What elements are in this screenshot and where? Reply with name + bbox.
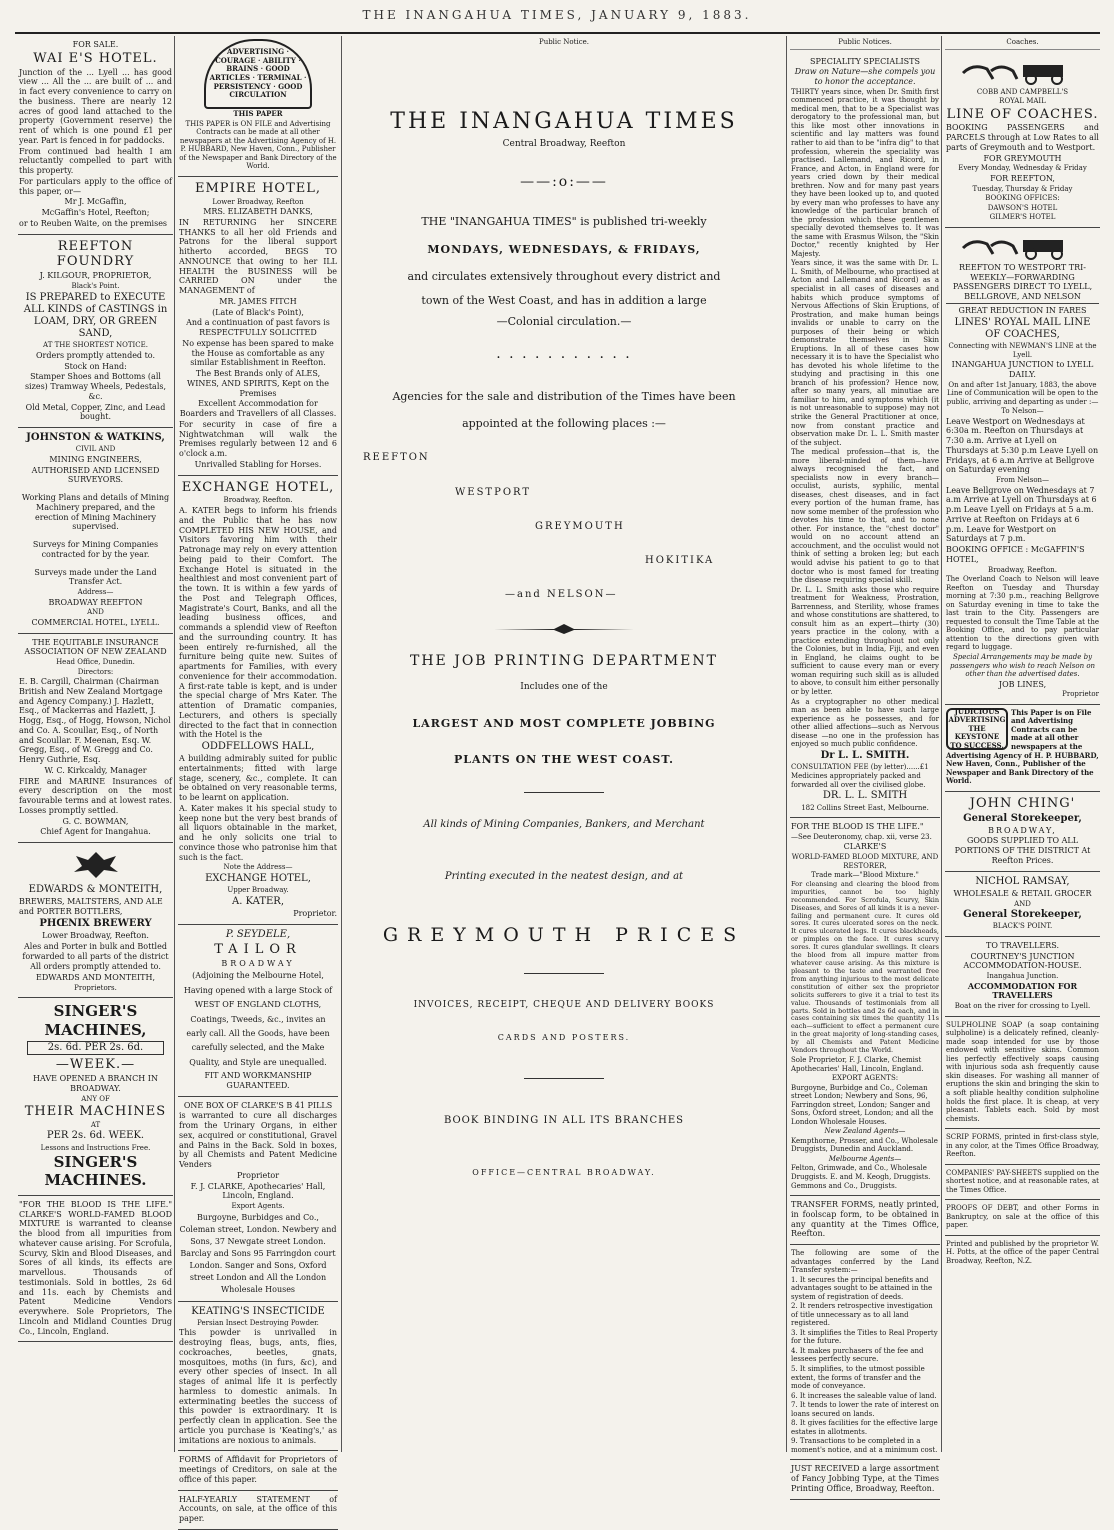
- foundry-proprietor: J. KILGOUR, PROPRIETOR,: [39, 271, 152, 281]
- column-heading: Public Notices.: [790, 38, 940, 50]
- smith-name: Dr L. L. SMITH.: [820, 749, 910, 761]
- em-body: BREWERS, MALTSTERS, AND ALE and PORTER BOTTLERS,: [19, 897, 163, 917]
- blood-body-2: For cleansing and clearing the blood from impurities, cannot be too highly recommended. For Scrofula, Scurvy, Skin Diseases, and Sores of all kinds it is a never-failing and permanent cure. It cures old sores. It cures ulcerated sores on the neck. It cures ulcerated legs. It cures blackheads, or pimples on the face. It cures scurvy sores. It cures glandular swellings. It clears the blood from all impure matter from whatever cause arising. As this mixture is pleasant to the taste and warranted free from anything injurious to the most delicate constitution of either sex the proprietor solicits sufferers to give it a trial to test its value. Thousands of testimonials from all parts. Sold in bottles and 2s 6d each, and in cases containing six times the quantity 11s each—sufficient to effect a permanent cure in the great majority of long-standing cases, by all Chemists and Patent Medicine Vendors throughout the World.: [791, 879, 939, 1055]
- empire-brands: The Best Brands only of ALES, WINES, AND SPIRITS, Kept on the Premises: [186, 369, 330, 398]
- blood-title: FOR THE BLOOD IS THE LIFE.": [791, 822, 924, 832]
- printing-line: Printing executed in the neatest design, and at: [444, 871, 684, 883]
- singer-their: THEIR MACHINES: [24, 1104, 167, 1120]
- nz-heading: New Zealand Agents—: [824, 1127, 906, 1136]
- trademark: Trade mark—"Blood Mixture.": [811, 871, 919, 880]
- ching-ad: [945, 792, 1100, 872]
- export-heading: EXPORT AGENTS:: [831, 1074, 899, 1083]
- smith-fee-2: Medicines appropriately packed and forwarded all over the civilised globe.: [791, 772, 926, 789]
- spec-motto: Draw on Nature—she compels you to honor the acceptance.: [794, 67, 936, 87]
- singer-title-2: SINGER'S MACHINES.: [44, 1153, 147, 1190]
- line-of-coaches: LINE OF COACHES.: [946, 106, 1099, 122]
- blood-mixture-ad: [18, 1196, 173, 1343]
- imprint: [945, 1236, 1100, 1271]
- tailor-fit: FIT AND WORKMANSHIP GUARANTEED.: [204, 1071, 312, 1090]
- exchange-body: A. KATER begs to inform his friends and the Public that he has now COMPLETED HIS NEW HOUSE, and Visitors favoring him with their Patronage may rely on every attention being paid to their Comfort. The Exchange Hotel is situated in the healthiest and most convenient part of the town. It is within a few yards of the Post and Telegraph Offices, Magistrate's Court, Banks, and all the leading business offices, and commands a splendid view of Reefton and the surrounding country. It has been entirely re-furnished, all the furniture being quite new. Suites of apartments for Families, with every convenience for their accommodation. A first-rate table is kept, and is under the special charge of Mrs Kater. The attention of Dramatic companies, Lecturers, and others is specially directed to the fact that in connection with the Hotel is the: [179, 506, 337, 740]
- advantage-item: 8. It gives facilities for the effective large estates in allotments.: [791, 1419, 938, 1436]
- singer-at: AT: [90, 1120, 101, 1129]
- ching-sub: General Storekeeper,: [963, 812, 1082, 824]
- hubbard-seal-ad: [178, 36, 338, 177]
- stagecoach-icon: [953, 234, 1093, 260]
- exchange-upper: Upper Broadway.: [227, 886, 289, 895]
- jw-civil: CIVIL AND: [75, 445, 116, 454]
- timetable-2: Leave Bellgrove on Wednesdays at 7 a.m Arrive at Lyell on Thursdays at 6 p.m Leave Lyell on Fridays at 5 a.m. Arrive at Reefton on Fridays at 6 p.m. Leave for Westport on Saturdays at 7 p.m.: [946, 485, 1097, 544]
- singer-title: SINGER'S MACHINES,: [44, 1002, 147, 1039]
- tailor-body: (Adjoining the Melbourne Hotel, Having opened with a large Stock of WEST OF ENGLAND CLOTHS, Coatings, Tweeds, &c., invites an early call. All the Goods, have been carefully selected, and the Make Quality, and Style are unequalled.: [183, 971, 333, 1067]
- boat: Boat on the river for crossing to Lyell.: [954, 1002, 1091, 1011]
- advantage-item: 1. It secures the principal benefits and advantages sought to be attained in the system of registration of deeds.: [791, 1275, 933, 1301]
- divider: [524, 1078, 604, 1079]
- clarkes-title: WORLD-FAMED BLOOD MIXTURE, AND RESTORER,: [791, 853, 939, 870]
- jw-surveys: Surveys for Mining Companies contracted for by the year.: [32, 540, 159, 559]
- exchange-address: Broadway, Reefton.: [223, 496, 293, 505]
- jw-address-heading: Address—: [77, 588, 114, 597]
- jw-authorised: AUTHORISED AND LICENSED SURVEYORS.: [31, 465, 160, 485]
- reefton-days: Tuesday, Thursday & Friday: [972, 184, 1073, 193]
- special-text: Special Arrangements may be made by passengers who wish to reach Nelson on other than the advertised dates.: [949, 653, 1096, 679]
- advantage-item: 4. It makes purchasers of the fee and lessees perfectly secure.: [791, 1346, 924, 1364]
- masthead: THE INANGAHUA TIMES, JANUARY 9, 1883.: [362, 8, 752, 22]
- blood-mixture-ad-2: [790, 818, 940, 1196]
- invoices-line: INVOICES, RECEIPT, CHEQUE AND DELIVERY BOOKS: [413, 999, 715, 1010]
- circulates-1: and circulates extensively throughout every district and: [407, 270, 721, 284]
- nz-body: Kempthorne, Prosser, and Co., Wholesale Druggists, Dunedin and Auckland.: [791, 1136, 938, 1154]
- blood-proprietor: Sole Proprietor, F. J. Clarke, Chemist Apothecaries' Hall, Lincoln, England.: [791, 1056, 924, 1073]
- melb-heading: Melbourne Agents—: [828, 1154, 902, 1163]
- scrip-text: SCRIP FORMS, printed in first-class style, in any color, at the Times Office Broadway, Reefton.: [946, 1133, 1099, 1159]
- type-ad: [790, 1460, 940, 1499]
- clarkes: CLARKE'S: [843, 842, 887, 852]
- foundry-ad: [18, 235, 173, 429]
- stamp-text: This Paper is on File and Advertising Contracts can be made at all other newspapers at the Advertising Agency of H. P. HUBBARD, New Haven, Conn., Publisher of the Newspaper and Bank Directory of the World.: [946, 707, 1099, 786]
- eq-title: THE EQUITABLE INSURANCE ASSOCIATION OF NEW ZEALAND: [24, 637, 167, 657]
- travellers: TO TRAVELLERS.: [985, 940, 1060, 950]
- keating-sub: Persian Insect Destroying Powder.: [197, 1318, 319, 1327]
- eq-fire: FIRE and MARINE Insurances of every description on the most favourable terms and at lowest rates. Losses promptly settled.: [19, 776, 172, 815]
- column-divider: [174, 36, 175, 1452]
- hotel-agent: Mr J. McGaffin,: [64, 197, 127, 207]
- empire-continuation: And a continuation of past favors is RESPECTFULLY SOLICITED: [186, 318, 330, 338]
- paysheets-ad: [945, 1165, 1100, 1201]
- tailor-ad: [178, 925, 338, 1097]
- pills-body: is warranted to cure all discharges from the Urinary Organs, in either sex, acquired or constitutional, Gravel and Pains in the Back. Sold in boxes, by all Chemists and Patent Medicine Venders: [179, 1111, 337, 1170]
- hotel-sale-ad: [18, 36, 173, 235]
- seal-words: ADVERTISING · COURAGE · ABILITY · BRAINS · GOOD ARTICLES · TERMINAL · PERSISTENCY · GOOD CIRCULATION: [209, 47, 307, 100]
- for-greymouth: FOR GREYMOUTH: [983, 153, 1062, 163]
- ching-address: BROADWAY,: [988, 825, 1057, 835]
- exchange-hall-body: A building admirably suited for public entertainments; fitted with large stage, scenery, &c., complete. It can be obtained on very reasonable terms, to be learnt on application.: [179, 754, 337, 803]
- accommodation: ACCOMMODATION FOR TRAVELLERS: [967, 980, 1078, 1001]
- booking-offices-heading: BOOKING OFFICES:: [985, 194, 1060, 203]
- proofs-ad: [945, 1200, 1100, 1236]
- seal-heading: THIS PAPER: [233, 109, 283, 118]
- booking-office-1: DAWSON'S HOTEL: [987, 203, 1058, 212]
- ornament-divider-icon: [494, 623, 634, 635]
- hotel-particulars: For particulars apply to the office of this paper, or—: [19, 176, 172, 196]
- em-proprietors: Proprietors.: [74, 983, 117, 992]
- courtney-address: Inangahua Junction.: [986, 972, 1059, 981]
- job-lines-proprietor: Proprietor: [1062, 690, 1099, 699]
- empire-hotel-ad: [178, 177, 338, 476]
- pills-agents: Burgoyne, Burbidges and Co., Coleman street, London. Newbery and Sons, 37 Newgate street London. Barclay and Sons 95 Farringdon court London. Sanger and Sons, Oxford street London and All the London Wholesale Houses: [179, 1212, 337, 1294]
- eq-office: Head Office, Dunedin.: [56, 658, 135, 667]
- eq-directors: Directors:: [77, 667, 114, 676]
- transfer-forms-ad: [790, 1196, 940, 1245]
- westport-line: REEFTON TO WESTPORT TRI-WEEKLY—FORWARDING PASSENGERS DIRECT TO LYELL, BELLGROVE, AND NELSON: [952, 262, 1093, 302]
- overland-text: The Overland Coach to Nelson will leave Reefton on Tuesday and Thursday morning at 7:30 p.m., reaching Bellgrove on Saturday evening in time to take the last train to the City. Passengers are requested to consult the Time Table at the Booking Office, and to pay particular attention to the directions given with regard to luggage.: [946, 575, 1099, 652]
- hotel-reason: From continued bad health I am reluctantly compelled to part with this property.: [19, 146, 172, 176]
- place-reefton: REEFTON: [363, 452, 430, 464]
- includes-line: Includes one of the: [520, 682, 608, 693]
- keating-body: This powder is unrivalled in destroying fleas, bugs, ants, flies, cockroaches, beetles, gnats, mosquitoes, moths (in furs, &c), and every other species of insect. In all stages of animal life it is perfectly harmless to domestic animals. In exterminating beetles the success of this powder is extraordinary. It is perfectly clean in application. See the article you purchase is 'Keating's,' as imitations are noxious to animals.: [179, 1328, 337, 1445]
- column-5: [945, 36, 1100, 1452]
- foundry-address: Black's Point.: [71, 282, 120, 291]
- place-greymouth: GREYMOUTH: [535, 520, 625, 532]
- timetable-1: Leave Westport on Wednesdays at 6:30a m. Reefton on Thursdays at 7:30 a.m. Arrive at Lyell on Thursdays at 5:30 p.m Leave Lyell on Fridays, at 6 a.m Arrive at Bellgrove on Saturday evening: [946, 416, 1099, 475]
- masthead-rule: [15, 32, 1100, 34]
- junction: INANGAHUA JUNCTION to LYELL DAILY.: [951, 360, 1094, 379]
- jw-address-1: BROADWAY REEFTON: [48, 597, 143, 607]
- greymouth-days: Every Monday, Wednesday & Friday: [958, 164, 1087, 173]
- empire-fire: For security in case of fire a Nightwatchman will walk the Premises regularly between 12 and 6 o'clock a.m.: [179, 419, 337, 459]
- circulates-3: —Colonial circulation.—: [496, 315, 632, 329]
- em-brewery: PHŒNIX BREWERY: [39, 917, 152, 929]
- tailor-address: BROADWAY: [221, 958, 295, 968]
- booking-office-addr: Broadway, Reefton.: [988, 565, 1057, 574]
- forms-ad: [178, 1451, 338, 1490]
- em-address: Lower Broadway, Reefton.: [42, 931, 149, 941]
- exchange-note: Note the Address—: [223, 863, 293, 872]
- advantage-item: 3. It simplifies the Titles to Real Property for the future.: [791, 1328, 938, 1346]
- em-orders: All orders promptly attended to.: [30, 962, 161, 972]
- to-nelson: To Nelson—: [1001, 407, 1044, 416]
- for-reefton: FOR REEFTON,: [990, 173, 1055, 183]
- exchange-proprietor: Proprietor.: [293, 908, 337, 918]
- empire-accommodation: Excellent Accommodation for Boarders and Travellers of all Classes.: [179, 399, 337, 419]
- paper-address: Central Broadway, Reefton: [502, 139, 626, 150]
- empire-title: EMPIRE HOTEL,: [194, 180, 321, 196]
- type-text: JUST RECEIVED a large assortment of Fancy Jobbing Type, at the Times Printing Office, Broadway, Reefton.: [791, 1464, 939, 1493]
- dotted-ornament: · · · · · · · · · · ·: [496, 350, 632, 367]
- empire-stabling: Unrivalled Stabling for Horses.: [194, 459, 322, 469]
- jw-title: JOHNSTON & WATKINS,: [26, 432, 165, 444]
- singer-any: ANY OF: [81, 1094, 110, 1103]
- plants-line: PLANTS ON THE WEST COAST.: [454, 752, 674, 766]
- spec-body-4: Dr. L. L. Smith asks those who require treatment for Weakness, Prostration, Barrenness, and Sterility, whose frames and whose constitutions are shattered, to consult him as an expert—thirty (30) years practice in the colony, with a practice extending throughout not only the Colonies, but in India, Fiji, and even in England, he claims ought to be sufficient to cause every man or every woman requiring such skill as is alluded to above, to consult him either personally or by letter.: [791, 585, 939, 696]
- cobb-coaches-ad: [945, 53, 1100, 228]
- after-text: On and after 1st January, 1883, the above Line of Communication will be open to the public, arriving and departing as under :—: [946, 380, 1099, 406]
- greymouth-prices: GREYMOUTH PRICES: [382, 923, 746, 946]
- tailor-name: P. SEYDELE,: [225, 928, 291, 940]
- spec-body-2: Years since, it was the same with Dr. L. L. Smith, of Melbourne, who practised at Acton and Lallemand and Ricord) as a specialist in all cases of diseases and habits which produce symptoms of Nervous Affections of Skin Eruptions, of Prostration, and make human beings invalids or unable to carry on the purposes of their being or which demonstrate themselves in Skin Eruptions. In all of these cases how necessary it is to have the Specialist who has devoted his whole lifetime to the studying and practising in this one branch of his profession? Hence now, after so many years, all minutiae are familiar to him, and symptoms which (it is not unreasonable to suppose) may not strike the General Practitioner at once, now from constant practice and observation make Dr. L. L. Smith master of the subject.: [791, 259, 939, 447]
- spec-body: THIRTY years since, when Dr. Smith first commenced practice, it was thought by medical men, that to be a Specialist was derogatory to the professional man, but this like most other innovations in scientific and lay matters was found rather to aid than to be "infra dig" to that profession, wherein the speciality was practised. Lallemand, and Ricord, in France, and Acton, in England were for years cried down by their medical brethren. Now and for many past years they have been looked up to, and quoted by every man who professes to have any knowledge of the particular branch of the profession which these gentlemen specially devoted themselves to. It was the same with Erasmus Wilson, the "Skin Doctor," recently knighted by Her Majesty.: [791, 87, 939, 258]
- job-printing-title: THE JOB PRINTING DEPARTMENT: [409, 653, 718, 670]
- from-nelson: From Nelson—: [995, 476, 1050, 485]
- advantage-item: 7. It tends to lower the rate of interest on loans secured on lands.: [791, 1401, 939, 1418]
- smith-fee: CONSULTATION FEE (by letter)......£1: [791, 762, 929, 771]
- place-westport: WESTPORT: [455, 486, 532, 498]
- hotel-agent-hotel: McGaffin's Hotel, Reefton;: [41, 208, 150, 218]
- insurance-ad: [18, 634, 173, 844]
- hotel-agent-2: or to Reuben Waite, on the premises: [19, 218, 168, 228]
- courtney-title: COURTNEY'S JUNCTION ACCOMMODATION-HOUSE.: [963, 951, 1082, 971]
- paper-title: THE INANGAHUA TIMES: [390, 108, 738, 134]
- paysheets-text: COMPANIES' PAY-SHEETS supplied on the shortest notice, and at reasonable rates, at the Times Office.: [946, 1168, 1099, 1194]
- ching-body: GOODS SUPPLIED TO ALL PORTIONS OF THE DISTRICT At Reefton Prices.: [954, 836, 1091, 865]
- eq-agent: G. C. BOWMAN,: [62, 816, 129, 826]
- proofs-text: PROOFS OF DEBT, and other Forms in Bankruptcy, on sale at the office of this paper.: [946, 1204, 1099, 1230]
- column-heading: Coaches.: [945, 38, 1100, 50]
- singer-week: —WEEK.—: [55, 1057, 136, 1073]
- engineers-ad: [18, 428, 173, 634]
- singer-branch: HAVE OPENED A BRANCH IN BROADWAY.: [33, 1074, 158, 1093]
- for-sale-heading: FOR SALE.: [72, 40, 119, 49]
- keystone-ad: [945, 705, 1100, 792]
- forms-text: FORMS of Affidavit for Proprietors of meetings of Creditors, on sale at the office of this paper.: [179, 1455, 337, 1484]
- divider: [524, 792, 604, 793]
- keating-ad: [178, 1302, 338, 1452]
- largest-line: LARGEST AND MOST COMPLETE JOBBING: [412, 717, 716, 731]
- singer-ad: [18, 998, 173, 1195]
- advertising-seal: [204, 39, 312, 109]
- royal-mail: ROYAL MAIL: [999, 97, 1046, 106]
- spec-body-3: The medical profession—that is, the more liberal-minded of them—have always recognised the fact, and specialists now in every branch—occulist, aurists, syphilic, mental diseases, chest diseases, and in fact every portion of the human frame, has now some member of the profession who devotes his time to that, and to none other. For instance, the "chest doctor" would on no account attend an accouchment, and the occulist would not think of setting a broken leg; but each would advise his patient to go to that doctor who is most famed for treating the disease requiring special skill.: [791, 448, 939, 585]
- ramsay-general: General Storekeeper,: [963, 909, 1082, 921]
- exchange-hotel-ad: [178, 476, 338, 925]
- ramsay-and: AND: [1014, 899, 1031, 908]
- lines-royal-mail: LINES' ROYAL MAIL LINE OF COACHES,: [954, 316, 1091, 340]
- foundry-title: REEFTON FOUNDRY: [56, 238, 135, 270]
- eq-body: E. B. Cargill, Chairman (Chairman British and New Zealand Mortgage and Agency Company.) J. Hazlett, Esq., of Mackerras and Hazlett, J. Hogg, Esq., of Hogg, Howson, Nichol and Co. A. Scoullar, Esq., of North and Scoullar. F. Meenan, Esq. W. Gregg, Esq., of W. Gregg and Co. Henry Guthrie, Esq.: [19, 677, 171, 765]
- pills-ad: [178, 1097, 338, 1302]
- pills-proprietor: Proprietor: [236, 1170, 280, 1180]
- smith-name-2: DR. L. L. SMITH: [822, 790, 908, 802]
- all-kinds-line: All kinds of Mining Companies, Bankers, and Merchant: [423, 819, 705, 831]
- column-divider: [786, 36, 787, 1452]
- foundry-stock-heading: Stock on Hand:: [64, 361, 127, 371]
- column-divider: [341, 36, 342, 1452]
- column-2: [178, 36, 338, 1524]
- jw-mining: MINING ENGINEERS,: [49, 454, 142, 464]
- melb-body: Felton, Grimwade, and Co., Wholesale Druggists. E. and M. Keogh, Druggists. Gemmons and Co., Druggists.: [791, 1164, 931, 1190]
- export-body: Burgoyne, Burbidge and Co., Coleman street London; Newbery and Sons, 96, Farringdon street, London; Sanger and Sons, Oxford street, London; and all the London Wholesale Houses.: [791, 1083, 934, 1126]
- place-nelson: —and NELSON—: [505, 589, 618, 601]
- column-3: [345, 36, 783, 1452]
- soap-ad: [945, 1017, 1100, 1129]
- empire-body: IN RETURNING her SINCERE THANKS to all her old Friends and Patrons for the liberal support hitherto accorded, BEGS TO ANNOUNCE that owing to her ILL HEALTH the BUSINESS will be CARRIED ON under the MANAGEMENT of: [179, 217, 337, 296]
- foundry-stock: Stamper Shoes and Bottoms (all sizes) Tramway Wheels, Pedestals, &c.: [24, 372, 167, 401]
- connecting: Connecting with NEWMAN'S LINE at the Lyell.: [948, 341, 1097, 359]
- blood-body: "FOR THE BLOOD IS THE LIFE." CLARKE'S WORLD-FAMED BLOOD MIXTURE is warranted to cleanse the blood from all impurities from whatever cause arising. For Scrofula, Scurvy, Skin and Blood Diseases, and Sores of all kinds, its effects are marvellous. Thousands of testimonials. Sold in bottles, 2s 6d and 11s. each by Chemists and Patent Medicine Vendors everywhere. Sole Proprietors, The Lincoln and Midland Counties Drug Co., Lincoln, England.: [19, 1199, 172, 1336]
- printed-text: Printed and published by the proprietor W. H. Potts, at the office of the paper Central Broadway, Reefton, N.Z.: [946, 1239, 1099, 1265]
- specialist-ad: [790, 53, 940, 819]
- column-1: [18, 36, 173, 1452]
- exchange-title-2: EXCHANGE HOTEL,: [205, 872, 311, 884]
- advantage-item: 6. It increases the saleable value of land.: [791, 1391, 937, 1400]
- days-line: MONDAYS, WEDNESDAYS, & FRIDAYS,: [427, 242, 701, 256]
- jw-address-2: COMMERCIAL HOTEL, LYELL.: [31, 617, 160, 627]
- smith-address: 182 Collins Street East, Melbourne.: [801, 803, 929, 812]
- tailor-title: TAILOR: [214, 941, 302, 957]
- jw-plans: Working Plans and details of Mining Machinery prepared, and the erection of Mining Machinery supervised.: [21, 493, 170, 532]
- pills-export: Export Agents.: [231, 1202, 285, 1211]
- reduction: GREAT REDUCTION IN FARES: [946, 303, 1099, 316]
- empire-late: (Late of Black's Point),: [212, 307, 304, 317]
- place-hokitika: HOKITIKA: [645, 554, 715, 566]
- column-divider: [941, 36, 942, 1452]
- booking-office-2: GILMER'S HOTEL: [989, 213, 1056, 222]
- empire-address: Lower Broadway, Reefton: [212, 197, 304, 206]
- ornament-divider: ——:o:——: [520, 174, 608, 191]
- jw-and: AND: [87, 608, 104, 617]
- agencies-2: appointed at the following places :—: [462, 416, 666, 430]
- singer-lessons: Lessons and Instructions Free.: [40, 1143, 151, 1152]
- spec-title: SPECIALITY SPECIALISTS: [810, 56, 920, 66]
- advantage-item: 5. It simplifies, to the utmost possible extent, the forms of transfer and the mode of conveyance.: [791, 1364, 925, 1391]
- exchange-hall: ODDFELLOWS HALL,: [201, 741, 315, 752]
- jw-land: Surveys made under the Land Transfer Act.: [34, 567, 157, 587]
- empire-owner: MRS. ELIZABETH DANKS,: [203, 207, 313, 217]
- em-sign: EDWARDS AND MONTEITH,: [36, 973, 155, 983]
- advantage-item: 2. It renders retrospective investigation of title unnecessary as to all land registered.: [791, 1302, 933, 1328]
- soap-text: SULPHOLINE SOAP (a soap containing sulpholine) is a delicately refined, cleanly-made soap intended for use by those endowed with sensitive skins. Common lies perfectly effectively soaps causing with injurious soda ash frequently cause skin diseases. For washing all manner of eruptions the skin and bringing the skin to a soft pliable healthy condition sulpholine holds the first place. It is cheap, at very pleasant. Tablets each. Sold by most chemists.: [946, 1020, 1099, 1123]
- singer-price: 2s. 6d. PER 2s. 6d.: [27, 1041, 164, 1055]
- cobb-name: COBB AND CAMPBELL'S: [976, 87, 1069, 96]
- foundry-orders: Orders promptly attended to.: [35, 350, 156, 360]
- published-line: THE "INANGAHUA TIMES" is published tri-weekly: [421, 215, 707, 229]
- half-yearly-ad: [178, 1491, 338, 1530]
- circulates-2: town of the West Coast, and has in addition a large: [421, 293, 707, 307]
- brewery-ad: [18, 843, 173, 998]
- blood-ref: —See Deuteronomy, chap. xii, verse 23.: [791, 832, 932, 841]
- ramsay-ad: [945, 872, 1100, 937]
- keating-title: KEATING'S INSECTICIDE: [191, 1305, 325, 1317]
- exchange-study: A. Kater makes it his special study to keep none but the very best brands of all liquors obtainable in the market, and he only solicits one trial to convince those who patronise him that such is the fact.: [179, 803, 337, 862]
- spec-body-5: As a cryptographer no other medical man as been able to have such large experience as he possesses, and for other allied affections—such as Nervous disease —no one in the profession has enjoyed so much public confidence.: [791, 697, 939, 749]
- pills-clarke: F. J. CLARKE, Apothecaries' Hall, Lincoln, England.: [190, 1181, 326, 1201]
- cards-line: CARDS AND POSTERS.: [497, 1032, 631, 1042]
- advantage-item: 9. Transactions to be completed in a moment's notice, and at a minimum cost.: [791, 1437, 938, 1454]
- column-heading: Public Notice.: [538, 38, 589, 46]
- job-lines: JOB LINES,: [998, 679, 1047, 689]
- booking-text: BOOKING PASSENGERS and PARCELS through at Low Rates to all parts of Greymouth and to Westport.: [946, 123, 1099, 152]
- scrip-ad: [945, 1129, 1100, 1165]
- booking-office: BOOKING OFFICE : McGAFFIN'S HOTEL,: [946, 545, 1085, 564]
- em-ales: Ales and Porter in bulk and Bottled forwarded to all parts of the district: [22, 941, 169, 961]
- advantages-heading: The following are some of the advantages conferred by the Land Transfer system:—: [791, 1249, 939, 1275]
- column-4: [790, 36, 940, 1493]
- hotel-name: WAI E'S HOTEL.: [33, 50, 158, 66]
- eq-agent-title: Chief Agent for Inangahua.: [40, 827, 151, 837]
- empire-manager: MR. JAMES FITCH: [219, 296, 297, 306]
- ching-name: JOHN CHING': [969, 795, 1076, 811]
- land-transfer-ad: [790, 1245, 940, 1460]
- lines-coaches-ad: [945, 228, 1100, 705]
- divider: [524, 973, 604, 974]
- stagecoach-icon: [953, 59, 1093, 85]
- keystone-stamp: [946, 708, 1008, 750]
- coat-of-arms-icon: [66, 848, 126, 882]
- courtney-ad: [945, 937, 1100, 1017]
- seal-text: THIS PAPER is ON FILE and Advertising Contracts can be made at all other newspapers at the Advertising Agency of H. P. HUBBARD, New Haven, Conn., Publisher of the Newspaper and Bank Directory of the World.: [179, 119, 337, 171]
- foundry-body: IS PREPARED to EXECUTE ALL KINDS of CASTINGS in LOAM, DRY, OR GREEN SAND,: [23, 291, 168, 340]
- pills-title: ONE BOX OF CLARKE'S B 41 PILLS: [183, 1100, 333, 1110]
- ramsay-name: NICHOL RAMSAY,: [975, 875, 1070, 887]
- em-title: EDWARDS & MONTEITH,: [28, 884, 163, 896]
- agencies-1: Agencies for the sale and distribution of the Times have been: [392, 389, 736, 403]
- exchange-title: EXCHANGE HOTEL,: [181, 479, 335, 495]
- hotel-body: Junction of the ... Lyell ... has good view ... All the ... are built of ... and in fact every convenience to carry on the business. There are nearly 12 acres of good land attached to the property (Government reserve) the rent of which is one pound £1 per year. Part is fenced in for paddocks.: [19, 67, 172, 145]
- transfer-text: TRANSFER FORMS, neatly printed, in foolscap form, to be obtained in any quantity at the Times Office, Reefton.: [791, 1200, 939, 1239]
- binding-line: BOOK BINDING IN ALL ITS BRANCHES: [443, 1115, 685, 1127]
- foundry-notice: AT THE SHORTEST NOTICE.: [43, 341, 148, 350]
- foundry-metal: Old Metal, Copper, Zinc, and Lead bought.: [25, 402, 166, 422]
- exchange-sign: A. KATER,: [232, 895, 284, 907]
- stamp-label: JUDICIOUS ADVERTISING THE KEYSTONE TO SUCCESS.: [948, 706, 1006, 750]
- ramsay-address: BLACK'S POINT.: [992, 922, 1053, 931]
- eq-manager: W. C. Kirkcaldy, Manager: [44, 765, 147, 775]
- office-line: OFFICE—CENTRAL BROADWAY.: [472, 1167, 656, 1177]
- singer-per: PER 2s. 6d. WEEK.: [46, 1130, 145, 1142]
- empire-expense: No expense has been spared to make the House as comfortable as any similar Establishment in Reefton.: [182, 338, 334, 368]
- ramsay-body: WHOLESALE & RETAIL GROCER: [953, 888, 1092, 898]
- half-yearly-text: HALF-YEARLY STATEMENT of Accounts, on sale, at the office of this paper.: [179, 1494, 337, 1524]
